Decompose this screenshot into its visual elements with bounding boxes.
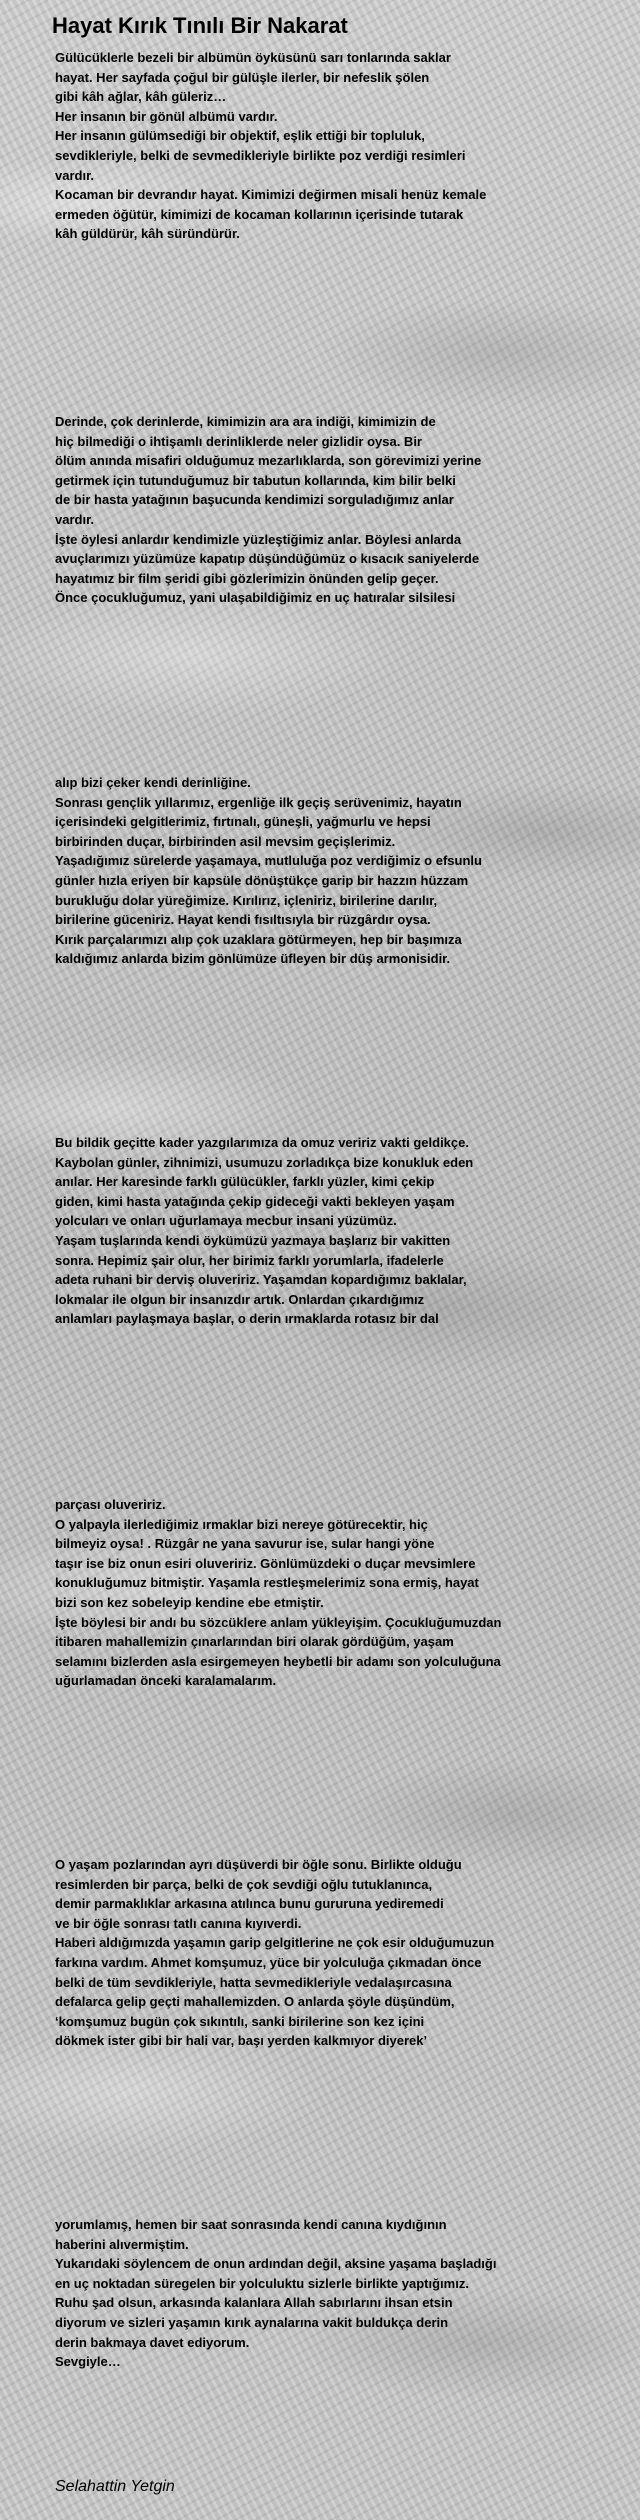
stanza-7	[55, 2215, 615, 2372]
poem-line: günler hızla eriyen bir kapsüle dönüştükçe garip bir hazzın hüzzam	[55, 872, 469, 888]
stanza-3	[55, 773, 615, 969]
poem-line: avuçlarımızı yüzümüze kapatıp düşündüğümüz o kısacık saniyelerde	[55, 551, 480, 567]
poem-line: dökmek ister gibi bir hali var, başı yerden kalkmıyor diyerek’	[55, 2033, 428, 2049]
poem-line: Bu bildik geçitte kader yazgılarımıza da omuz veririz vakti geldikçe.	[55, 1135, 469, 1150]
poem-line: Kocaman bir devrandır hayat. Kimimizi değirmen misali henüz kemale	[55, 187, 487, 203]
stanza-5	[55, 1495, 615, 1691]
poem-line: bizi son kez sobeleyip kendine ebe etmiştir.	[55, 1594, 324, 1610]
poem-line: taşır ise biz onun esiri oluveririz. Gönlümüzdeki o duçar mevsimlere	[55, 1555, 476, 1571]
poem-line: içerisindeki gelgitlerimiz, fırtınalı, güneşli, yağmurlu ve hepsi	[55, 814, 431, 830]
poem-line: resimlerden bir parça, belki de çok sevdiği oğlu tutuklanınca,	[55, 1876, 433, 1892]
poem-line: hayat. Her sayfada çoğul bir gülüşle ilerler, bir nefeslik şölen	[55, 69, 430, 85]
poem-line: ve bir öğle sonrası tatlı canına kıyıverdi.	[55, 1915, 302, 1931]
poem-line: hayatımız bir film şeridi gibi gözlerimizin önünden gelip geçer.	[55, 570, 439, 586]
poem-line: demir parmaklıklar arkasına atılınca bunu gururuna yediremedi	[55, 1896, 444, 1912]
poem-title: Hayat Kırık Tınılı Bir Nakarat	[52, 13, 348, 38]
poem-line: Kırık parçalarımızı alıp çok uzaklara götürmeyen, hep bir başımıza	[55, 931, 462, 947]
poem-line: Her insanın gülümsediği bir objektif, eşlik ettiği bir topluluk,	[55, 128, 425, 144]
poem-line: yorumlamış, hemen bir saat sonrasında kendi canına kıydığının	[55, 2217, 447, 2232]
stanza-1	[55, 48, 615, 244]
author-name: Selahattin Yetgin	[55, 2478, 175, 2495]
poem-line: İşte öylesi anlardır kendimizle yüzleştiğimiz anlar. Böylesi anlarda	[55, 531, 462, 547]
poem-line: hiç bilmediği o ihtişamlı derinliklerde neler gizlidir oysa. Bir	[55, 433, 422, 449]
poem-line: adeta ruhani bir derviş oluveririz. Yaşamdan kopardığımız baklalar,	[55, 1272, 467, 1288]
stanza-4	[55, 1133, 615, 1329]
poem-line: diyorum ve sizleri yaşamın kırık aynalarına vakit buldukça derin	[55, 2314, 449, 2330]
poem-line: giden, kimi hasta yatağında çekip gideceği vakti bekleyen yaşam	[55, 1193, 455, 1209]
poem-line: yolcuları ve onları uğurlamaya mecbur insani yüzümüz.	[55, 1213, 397, 1229]
poem-line: anlamları paylaşmaya başlar, o derin ırmaklarda rotasız bir dal	[55, 1311, 439, 1327]
poem-line: Önce çocukluğumuz, yani ulaşabildiğimiz en uç hatıralar silsilesi	[55, 590, 456, 606]
poem-line: O yaşam pozlarından ayrı düşüverdi bir öğle sonu. Birlikte olduğu	[55, 1857, 462, 1872]
poem-line: ‘komşumuz bugün çok sıkıntılı, sanki birilerine son kez içini	[55, 2013, 425, 2029]
poem-line: konukluğumuz bitmiştir. Yaşamla restleşmelerimiz sona ermiş, hayat	[55, 1575, 479, 1591]
poem-line: Derinde, çok derinlerde, kimimizin ara ara indiği, kimimizin de	[55, 414, 436, 429]
poem-line: itibaren mahallemizin çınarlarından biri olarak gördüğüm, yaşam	[55, 1634, 454, 1650]
poem-line: Yukarıdaki söylencem de onun ardından değil, aksine yaşama başladığı	[55, 2256, 497, 2272]
poem-line: Ruhu şad olsun, arkasında kalanlara Allah sabırlarını ihsan etsin	[55, 2295, 453, 2311]
poem-line: Her insanın bir gönül albümü vardır.	[55, 108, 278, 124]
poem-line: Yaşam tuşlarında kendi öykümüzü yazmaya başlarız bir vakitten	[55, 1232, 451, 1248]
poem-line: vardır.	[55, 511, 95, 527]
poem-line: uğurlamadan önceki karalamalarım.	[55, 1673, 277, 1689]
poem-line: lokmalar ile olgun bir insanızdır artık. Onlardan çıkardığımız	[55, 1291, 425, 1307]
poem-line: birilerine güceniriz. Hayat kendi fısıltısıyla bir rüzgârdır oysa.	[55, 912, 431, 928]
poem-line: gibi kâh ağlar, kâh güleriz…	[55, 89, 227, 105]
poem-line: derin bakmaya davet ediyorum.	[55, 2334, 250, 2350]
poem-line: farkına vardım. Ahmet komşumuz, yüce bir yolculuğa çıkmadan önce	[55, 1954, 482, 1970]
poem-line: burukluğu dolar yüreğimize. Kırılırız, içleniriz, birilerine darılır,	[55, 892, 438, 908]
poem-line: birbirinden duçar, birbirinden asil mevsim geçişlerimiz.	[55, 833, 396, 849]
poem-line: sonra. Hepimiz şair olur, her birimiz farklı yorumlarla, ifadelerle	[55, 1252, 444, 1268]
poem-line: kaldığımız anlarda bizim gönlümüze üfleyen bir düş armonisidir.	[55, 951, 451, 967]
poem-line: haberini alıvermiştim.	[55, 2236, 189, 2252]
poem-line: Gülücüklerle bezeli bir albümün öyküsünü sarı tonlarında saklar	[55, 50, 451, 65]
poem-line: defalarca gelip geçti mahallemizden. O anlarda şöyle düşündüm,	[55, 1994, 455, 2010]
poem-line: belki de tüm sevdikleriyle, hatta sevmedikleriyle vedalaşırcasına	[55, 1974, 452, 1990]
poem-line: de bir hasta yatağının başucunda kendimizi sorguladığımız anlar	[55, 492, 454, 508]
stanza-2	[55, 412, 615, 608]
stanza-6	[55, 1855, 615, 2051]
poem-line: vardır.	[55, 167, 95, 183]
poem-line: bilmeyiz oysa! . Rüzgâr ne yana savurur ise, sular hangi yöne	[55, 1536, 435, 1552]
poem-line: en uç noktadan süregelen bir yolculuktu sizlerle birlikte yaptığımız.	[55, 2275, 469, 2291]
poem-line: anılar. Her karesinde farklı gülücükler, farklı yüzler, kimi çekip	[55, 1174, 435, 1190]
poem-line: getirmek için tutunduğumuz bir tabutun kollarında, kim bilir belki	[55, 472, 456, 488]
poem-line: alıp bizi çeker kendi derinliğine.	[55, 775, 251, 790]
poem-line: O yalpayla ilerlediğimiz ırmaklar bizi nereye götürecektir, hiç	[55, 1516, 428, 1532]
poem-line: ermeden öğütür, kimimizi de kocaman kollarının içerisinde tutarak	[55, 206, 464, 222]
poem-line: sevdikleriyle, belki de sevmedikleriyle birlikte poz verdiği resimleri	[55, 147, 466, 163]
poem-line: selamını bizlerden asla esirgemeyen heybetli bir adamı son yolculuğuna	[55, 1653, 501, 1669]
poem-line: kâh güldürür, kâh süründürür.	[55, 226, 240, 242]
poem-line: İşte böylesi bir andı bu sözcüklere anlam yükleyişim. Çocukluğumuzdan	[55, 1614, 502, 1630]
poem-line: Kaybolan günler, zihnimizi, usumuzu zorladıkça bize konukluk eden	[55, 1154, 474, 1170]
poem-line: Haberi aldığımızda yaşamın garip gelgitlerine ne çok esir olduğumuzun	[55, 1935, 495, 1951]
poem-line: Sevgiyle…	[55, 2354, 121, 2370]
poem-line: ölüm anında misafiri olduğumuz mezarlıklarda, son görevimizi yerine	[55, 453, 482, 469]
poem-line: parçası oluveririz.	[55, 1497, 166, 1512]
poem-line: Yaşadığımız sürelerde yaşamaya, mutluluğa poz verdiğimiz o efsunlu	[55, 853, 482, 869]
poem-line: Sonrası gençlik yıllarımız, ergenliğe ilk geçiş serüvenimiz, hayatın	[55, 794, 462, 810]
